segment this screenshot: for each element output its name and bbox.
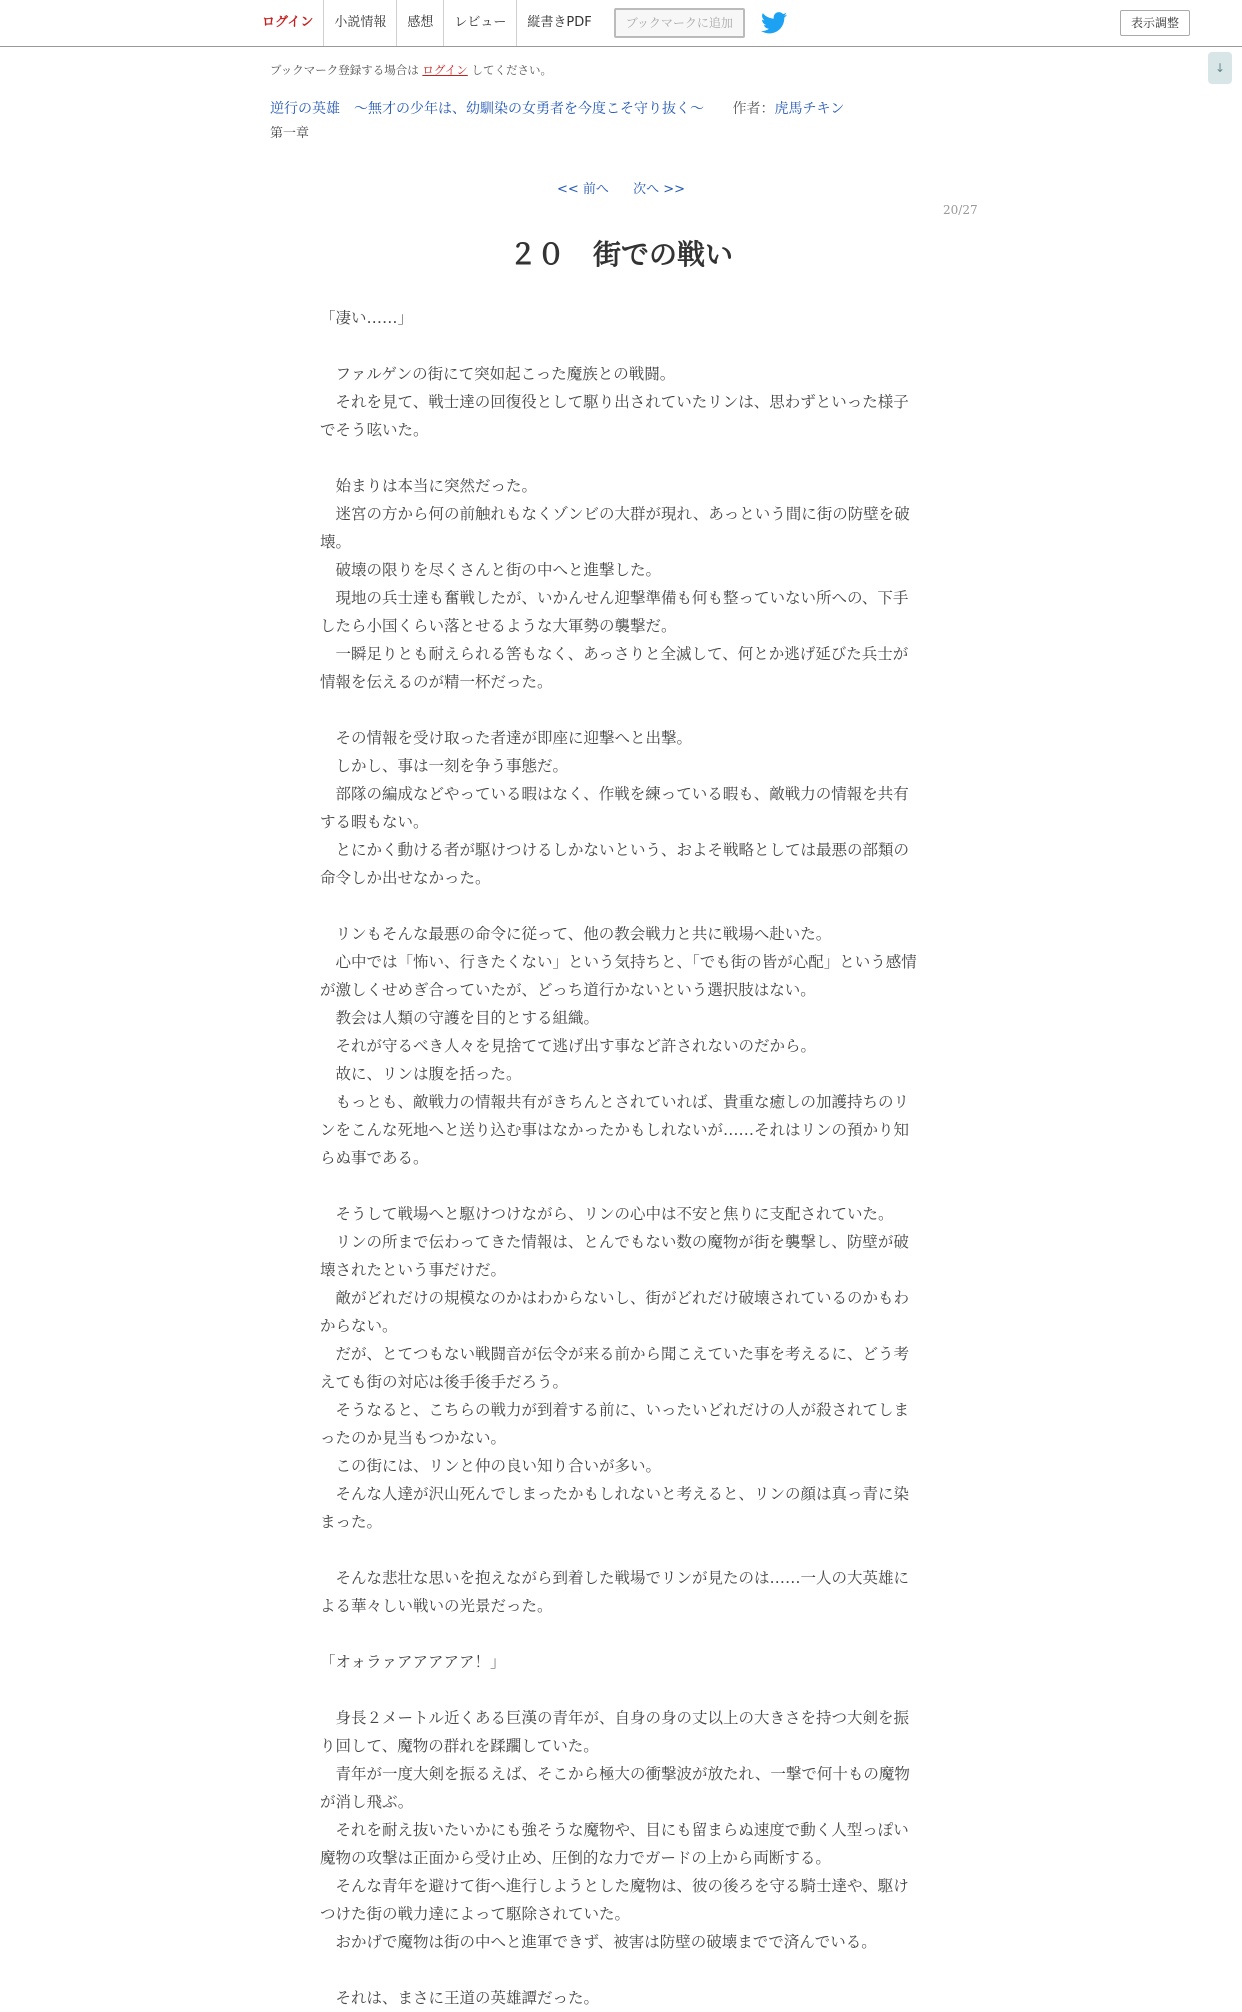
blank-line: [320, 1676, 920, 1704]
blank-line: [320, 1956, 920, 1984]
body-paragraph: 故に、リンは腹を括った。: [320, 1065, 522, 1083]
body-paragraph: それは、まさに王道の英雄譚だった。: [320, 1989, 600, 2007]
series-title-link[interactable]: 逆行の英雄 ～無才の少年は、幼馴染の女勇者を今度こそ守り抜く～: [270, 101, 704, 117]
nav-login-link[interactable]: ログイン: [252, 0, 324, 46]
author-label: 作者：: [732, 101, 775, 117]
chapter-title: 第一章: [270, 126, 310, 141]
body-paragraph: それが守るべき人々を見捨てて逃げ出す事など許されないのだから。: [320, 1037, 817, 1055]
page-count: 20/27: [943, 203, 978, 217]
pager: [0, 178, 1242, 197]
body-paragraph: 破壊の限りを尽くさんと街の中へと進撃した。: [320, 561, 662, 579]
top-nav-items: [252, 0, 787, 46]
display-settings-button[interactable]: 表示調整: [1120, 10, 1190, 36]
body-paragraph: そうなると、こちらの戦力が到着する前に、いったいどれだけの人が殺されてしまったのか見当もつかない。: [320, 1401, 910, 1447]
blank-line: [320, 892, 920, 920]
body-paragraph: もっとも、敵戦力の情報共有がきちんとされていれば、貴重な癒しの加護持ちのリンをこんな死地へと送り込む事はなかったかもしれないが……それはリンの預かり知らぬ事である。: [320, 1093, 910, 1167]
body-paragraph: だが、とてつもない戦闘音が伝令が来る前から聞こえていた事を考えるに、どう考えても街の対応は後手後手だろう。: [320, 1345, 910, 1391]
add-bookmark-button[interactable]: ブックマークに追加: [614, 8, 745, 38]
body-paragraph: それを耐え抜いたいかにも強そうな魔物や、目にも留まらぬ速度で動く人型っぽい魔物の攻撃は正面から受け止め、圧倒的な力でガードの上から両断する。: [320, 1821, 909, 1867]
body-paragraph: 現地の兵士達も奮戦したが、いかんせん迎撃準備も何も整っていない所への、下手したら小国くらい落とせるような大軍勢の襲撃だ。: [320, 589, 909, 635]
body-paragraph: 敵がどれだけの規模なのかはわからないし、街がどれだけ破壊されているのかもわからない。: [320, 1289, 910, 1335]
nav-vertical-pdf-link[interactable]: 縦書きPDF: [527, 15, 592, 30]
body-paragraph: その情報を受け取った者達が即座に迎撃へと出撃。: [320, 729, 693, 747]
blank-line: [320, 1172, 920, 1200]
body-paragraph: 一瞬足りとも耐えられる筈もなく、あっさりと全滅して、何とか逃げ延びた兵士が情報を伝えるのが精一杯だった。: [320, 645, 909, 691]
body-paragraph: おかげで魔物は街の中へと進軍できず、被害は防壁の破壊までで済んでいる。: [320, 1933, 877, 1951]
body-paragraph: そんな悲壮な思いを抱えながら到着した戦場でリンが見たのは……一人の大英雄による華々しい戦いの光景だった。: [320, 1569, 910, 1615]
body-paragraph: 部隊の編成などやっている暇はなく、作戦を練っている暇も、敵戦力の情報を共有する暇もない。: [320, 785, 909, 831]
blank-line: [320, 1536, 920, 1564]
body-paragraph: しかし、事は一刻を争う事態だ。: [320, 757, 569, 775]
nav-impressions-link[interactable]: 感想: [397, 0, 444, 46]
blank-line: [320, 332, 920, 360]
blank-line: [320, 696, 920, 724]
episode-title: ２０ 街での戦い: [508, 238, 733, 271]
body-paragraph: リンもそんな最悪の命令に従って、他の教会戦力と共に戦場へ赴いた。: [320, 925, 832, 943]
body-paragraph: 心中では「怖い、行きたくない」という気持ちと、「でも街の皆が心配」という感情が激しくせめぎ合っていたが、どっち道行かないという選択肢はない。: [320, 953, 917, 999]
body-paragraph: この街には、リンと仲の良い知り合いが多い。: [320, 1457, 662, 1475]
blank-line: [320, 444, 920, 472]
body-paragraph: 「凄い……」: [320, 309, 414, 327]
prev-page-link[interactable]: << 前へ: [557, 182, 609, 197]
body-paragraph: そうして戦場へと駆けつけながら、リンの心中は不安と焦りに支配されていた。: [320, 1205, 894, 1223]
series-info: [270, 98, 844, 118]
next-page-link[interactable]: 次へ >>: [633, 182, 685, 197]
bookmark-note-login-link[interactable]: ログイン: [422, 63, 468, 77]
blank-line: [320, 1620, 920, 1648]
body-paragraph: とにかく動ける者が駆けつけるしかないという、およそ戦略としては最悪の部類の命令しか出せなかった。: [320, 841, 910, 887]
body-paragraph: 身長２メートル近くある巨漢の青年が、自身の身の丈以上の大きさを持つ大剣を振り回して、魔物の群れを蹂躙していた。: [320, 1709, 910, 1755]
body-paragraph: ファルゲンの街にて突如起こった魔族との戦闘。: [320, 365, 676, 383]
body-paragraph: リンの所まで伝わってきた情報は、とんでもない数の魔物が街を襲撃し、防壁が破壊されたという事だけだ。: [320, 1233, 909, 1279]
top-nav-bar: [0, 0, 1242, 47]
scroll-down-button[interactable]: ↓: [1208, 52, 1232, 84]
body-paragraph: 迷宮の方から何の前触れもなくゾンビの大群が現れ、あっという間に街の防壁を破壊。: [320, 505, 910, 551]
twitter-icon[interactable]: [761, 12, 787, 34]
body-paragraph: それを見て、戦士達の回復役として駆り出されていたリンは、思わずといった様子でそう呟いた。: [320, 393, 909, 439]
nav-review-link[interactable]: レビュー: [444, 0, 517, 46]
bookmark-login-note: [270, 62, 552, 78]
bookmark-note-before: ブックマーク登録する場合は: [270, 63, 419, 77]
body-paragraph: そんな青年を避けて街へ進行しようとした魔物は、彼の後ろを守る騎士達や、駆けつけた街の戦力達によって駆除されていた。: [320, 1877, 909, 1923]
body-paragraph: 始まりは本当に突然だった。: [320, 477, 538, 495]
author-name-link[interactable]: 虎馬チキン: [774, 101, 845, 117]
body-paragraph: 「オォラァアアアアア！」: [320, 1653, 506, 1671]
body-paragraph: そんな人達が沢山死んでしまったかもしれないと考えると、リンの顔は真っ青に染まった。: [320, 1485, 910, 1531]
body-paragraph: 青年が一度大剣を振るえば、そこから極大の衝撃波が放たれ、一撃で何十もの魔物が消し飛ぶ。: [320, 1765, 910, 1811]
novel-body: [320, 304, 920, 2012]
body-paragraph: 教会は人類の守護を目的とする組織。: [320, 1009, 600, 1027]
bookmark-note-after: してください。: [471, 63, 552, 77]
nav-novel-info-link[interactable]: 小説情報: [324, 0, 397, 46]
